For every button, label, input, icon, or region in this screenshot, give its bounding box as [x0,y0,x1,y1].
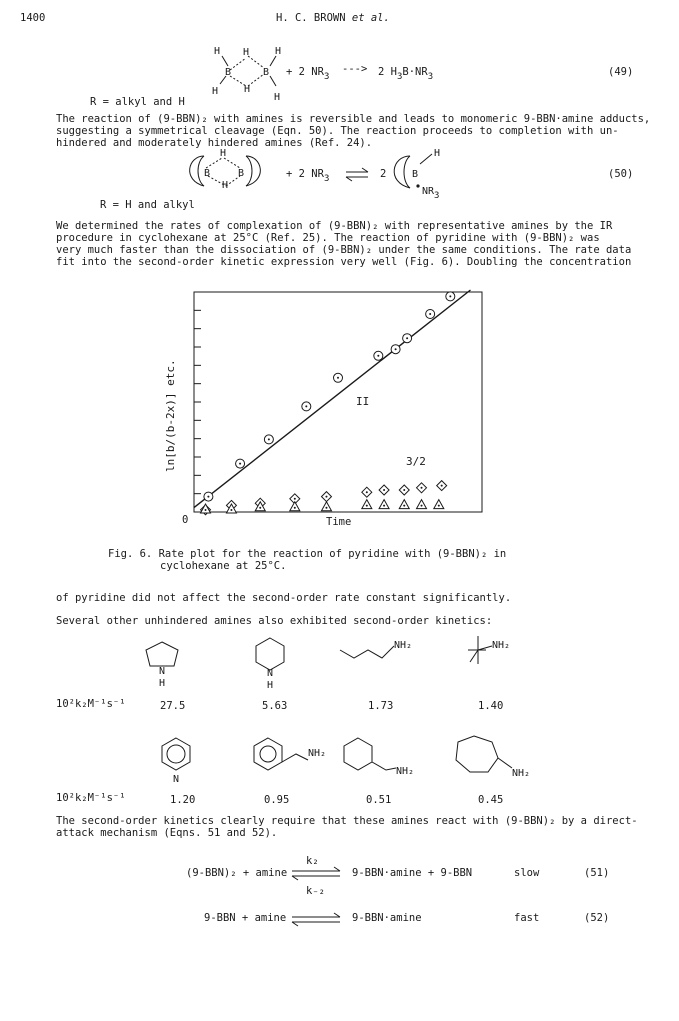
atom-n: N [173,774,180,785]
y-axis-label: ln[b/(b-2x)] etc. [164,359,177,472]
atom-b: B [263,67,270,78]
atom-h: H [222,180,229,191]
data-point-triangle-dot [290,502,300,511]
amines-row-1 [140,632,540,692]
benzylamine-structure [254,738,308,770]
data-point-triangle-dot [379,500,389,509]
data-point-circle-dot [374,351,383,360]
caption-line: cyclohexane at 25°C. [160,560,287,572]
data-point-circle-dot [204,492,213,501]
text-line: very much faster than the dissociation of (9-BBN)₂ under the same conditions. The rate data [56,244,632,256]
eq50-coefficient: 2 [380,168,387,180]
text-line: fit into the second-order kinetic expression very well (Fig. 6). Doubling the concentration [56,256,632,268]
plot-frame [194,292,482,512]
text-line: hindered and moderately hindered amines (Ref. 24). [56,137,373,149]
equation-49 [190,42,660,102]
pyrrolidine-structure [146,642,178,666]
text-line: procedure in cyclohexane at 25°C (Ref. 25). The reaction of pyridine with (9-BBN)₂ was [56,232,600,244]
amine-nh2: NH₂ [512,768,531,779]
paragraph-1 [56,113,651,149]
r-definition-50: R = H and alkyl [100,199,195,211]
data-point-diamond-dot [379,485,389,495]
rate-constant-label-row2: 10²k₂M⁻¹s⁻¹ [56,792,126,804]
atom-h: H [274,92,281,102]
eq52-rhs: 9-BBN·amine [352,912,422,924]
amine-nh2: NH₂ [492,640,511,651]
rate-value: 0.45 [478,794,504,806]
rate-value: 1.20 [170,794,196,806]
data-points [201,292,455,515]
data-point-triangle-dot [434,500,444,509]
piperidine-structure [256,638,284,670]
text-line: suggesting a symmetrical cleavage (Eqn. 50). The reaction proceeds to completion with un- [56,125,619,137]
data-point-circle-dot [446,292,455,301]
eq49-number: (49) [608,66,634,78]
text-line: We determined the rates of complexation of (9-BBN)₂ with representative amines by the IR [56,220,613,232]
caption-line: Fig. 6. Rate plot for the reaction of pyridine with (9-BBN)₂ in [108,548,507,560]
text-line: Several other unhindered amines also exhibited second-order kinetics: [56,615,493,627]
fit-line [194,290,470,508]
data-point-diamond-dot [362,487,372,497]
eq50-number: (50) [608,168,634,180]
series-label-3-2: 3/2 [406,455,426,468]
data-point-diamond-dot [417,483,427,493]
amines-row-2 [140,732,560,792]
eq51-k-reverse: k₋₂ [306,885,325,897]
atom-n: N [159,666,166,677]
atom-h: H [244,84,251,95]
cycloheptylamine-structure [456,736,512,772]
dative-bond-dot [416,184,419,187]
page-number: 1400 [20,12,46,24]
eq52-number: (52) [584,912,610,924]
data-point-triangle-dot [321,502,331,511]
n-butylamine-structure [340,646,394,658]
origin-label: 0 [182,514,189,526]
amine-nh2: NH₂ [396,766,415,777]
x-axis-label: Time [326,516,352,528]
atom-h: H [159,678,166,689]
data-point-diamond-dot [321,492,331,502]
r-definition-49: R = alkyl and H [90,96,185,108]
atom-b: B [225,67,232,78]
eq49-reagent: + 2 NR3 [286,66,330,82]
amine-nh2: NH₂ [308,748,327,759]
eq51-equilibrium-arrow [290,866,344,882]
atom-n: N [267,668,274,679]
text-line: The reaction of (9-BBN)₂ with amines is reversible and leads to monomeric 9-BBN·amine adducts, [56,113,651,125]
eq50-nr3: NR3 [422,186,440,201]
pyridine-structure [162,738,190,770]
paragraph-2 [56,220,636,268]
rate-constant-label-row1: 10²k₂M⁻¹s⁻¹ [56,698,126,710]
data-point-circle-dot [334,373,343,382]
eq49-arrow: ---> [342,63,368,75]
data-point-circle-dot [264,435,273,444]
rate-value: 27.5 [160,700,186,712]
atom-h: H [220,148,227,159]
atom-h: H [434,148,441,159]
atom-h: H [214,46,221,57]
text-line: attack mechanism (Eqns. 51 and 52). [56,827,278,839]
text-line: The second-order kinetics clearly require that these amines react with (9-BBN)₂ by a direct- [56,815,638,827]
rate-value: 0.95 [264,794,290,806]
eq49-product: 2 H3B·NR3 [378,66,434,82]
running-title-etal: et al. [351,12,390,24]
data-point-circle-dot [236,459,245,468]
atom-b: B [238,168,245,179]
rate-plot-chart [160,280,500,530]
atom-b: B [204,168,211,179]
text-line: of pyridine did not affect the second-order rate constant significantly. [56,592,512,604]
amine-nh2: NH₂ [394,640,413,651]
series-label-ii: II [356,395,370,408]
atom-h: H [267,680,274,691]
paragraph-4 [56,815,636,839]
rate-value: 1.73 [368,700,394,712]
data-point-circle-dot [403,334,412,343]
cyclohexylmethylamine-structure [344,738,396,770]
eq51-lhs: (9-BBN)₂ + amine [186,867,288,879]
atom-b: B [412,169,419,180]
equation-50 [170,146,640,204]
running-title-authors: H. C. BROWN [276,12,346,24]
eq51-speed: slow [514,867,540,879]
eq50-reagent: + 2 NR3 [286,168,330,184]
data-point-triangle-dot [399,500,409,509]
axis-ticks [194,310,482,512]
atom-h: H [275,46,282,57]
running-title [276,12,390,24]
data-point-diamond-dot [437,481,447,491]
figure-caption [108,548,506,572]
data-point-circle-dot [426,310,435,319]
data-point-diamond-dot [399,485,409,495]
rate-value: 5.63 [262,700,288,712]
data-point-triangle-dot [417,500,427,509]
paragraph-3 [56,587,636,633]
rate-value: 0.51 [366,794,392,806]
eq51-number: (51) [584,867,610,879]
rate-value: 1.40 [478,700,504,712]
atom-h: H [212,86,219,97]
data-point-triangle-dot [362,500,372,509]
data-point-circle-dot [391,345,400,354]
tert-butylamine-structure [468,636,492,664]
eq51-k-forward: k₂ [306,855,319,867]
eq52-equilibrium-arrow [290,912,344,928]
equilibrium-arrow [346,168,368,181]
data-point-circle-dot [302,402,311,411]
eq51-rhs: 9-BBN·amine + 9-BBN [352,867,473,879]
atom-h: H [243,47,250,58]
eq52-lhs: 9-BBN + amine [204,912,287,924]
eq52-speed: fast [514,912,540,924]
